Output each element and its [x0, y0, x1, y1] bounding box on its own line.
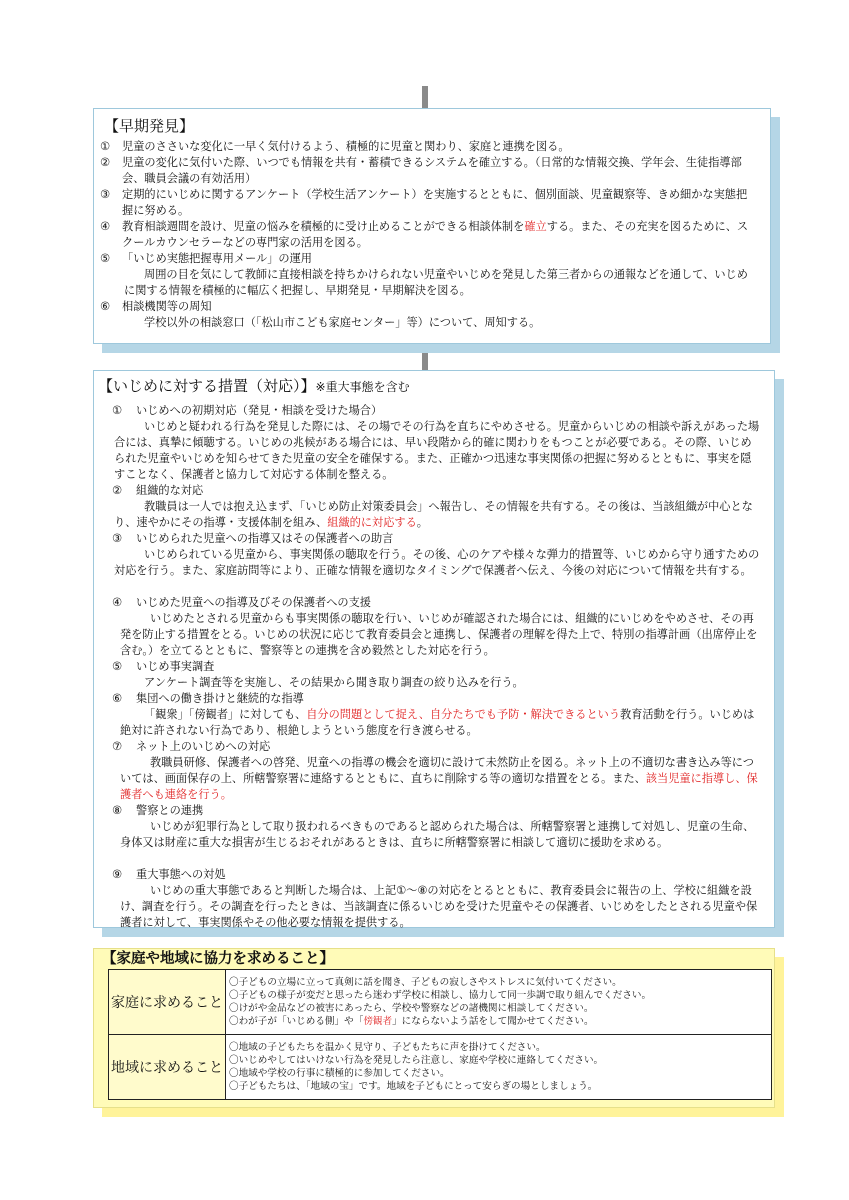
cooperation-title: 【家庭や地域に協力を求めること】	[102, 951, 334, 967]
highlight-text: 確立	[524, 220, 547, 233]
item-heading: 組織的な対応	[136, 484, 204, 497]
list-item	[94, 659, 774, 691]
item-text: 〇わが子が「いじめる側」や「	[229, 1016, 364, 1027]
item-number: ⑤	[112, 660, 123, 673]
list-item	[229, 1015, 768, 1028]
list-item	[94, 595, 774, 659]
item-text: いじめの重大事態であると判断した場合は、上記①～⑧の対応をとるとともに、教育委員会に報告の上、学校に組織を設け、調査を行う。その調査を行ったときは、当該調査に係るいじめを受けた児童やその保護者、いじめをしたとされる児童や保護者に対して、事実関係やその他必要な情報を提供する。	[120, 884, 758, 929]
home-label: 家庭に求めること	[109, 970, 226, 1035]
item-number: ④	[112, 596, 123, 609]
item-number: ⑨	[112, 868, 123, 881]
list-item	[94, 187, 770, 219]
item-heading: 警察との連携	[136, 804, 204, 817]
list-item	[94, 531, 774, 579]
item-text: 定期的にいじめに関するアンケート（学校生活アンケート）を実施するとともに、個別面談、児童観察等、きめ細かな実態把握に努める。	[122, 188, 748, 217]
item-heading: 相談機関等の周知	[122, 300, 212, 313]
flow-connector-middle	[422, 350, 428, 370]
item-number: ③	[112, 532, 123, 545]
list-item	[94, 299, 770, 331]
section-title-text: 【いじめに対する措置（対応）】	[98, 377, 316, 395]
list-item: 〇子どもの様子が変だと思ったら迷わず学校に相談し、協力して同一歩調で取り組んでください。	[229, 990, 652, 1001]
table-row	[109, 1035, 772, 1100]
list-item: 〇いじめやしてはいけない行為を発見したら注意し、家庭や学校に連絡してください。	[229, 1055, 604, 1066]
list-item	[94, 867, 774, 931]
item-text: 教職員は一人では抱え込まず、「いじめ防止対策委員会」へ報告し、その情報を共有する。その後は、当該組織が中心となり、速やかにその指導・支援体制を組み、	[114, 500, 753, 529]
item-heading: 「いじめ実態把握専用メール」の運用	[122, 252, 312, 265]
item-heading: いじめた児童への指導及びその保護者への支援	[136, 596, 371, 609]
item-text: いじめられている児童から、事実関係の聴取を行う。その後、心のケアや様々な弾力的措置等、いじめから守り通すための対応を行う。また、家庭訪問等により、正確な情報を適切なタイミングで保護者へ伝え、今後の対応について情報を共有する。	[114, 548, 760, 577]
item-text: 「観衆」「傍観者」に対しても、	[144, 708, 307, 721]
list-item	[94, 155, 770, 187]
item-heading: 集団への働き掛けと継続的な指導	[136, 692, 304, 705]
item-text: いじめが犯罪行為として取り扱われるべきものであると認められた場合は、所轄警察署と連携して対処し、児童の生命、身体又は財産に重大な損害が生じるおそれがあるときは、直ちに所轄警察署に相談して適切に援助を求める。	[120, 820, 755, 849]
list-item	[94, 739, 774, 803]
item-text: 児童の変化に気付いた際、いつでも情報を共有・蓄積できるシステムを確立する。（日常的な情報交換、学年会、生徒指導部会、職員会議の有効活用）	[122, 156, 742, 185]
community-label: 地域に求めること	[109, 1035, 226, 1100]
list-item: 〇地域の子どもたちを温かく見守り、子どもたちに声を掛けてください。	[229, 1042, 546, 1053]
item-heading: 重大事態への対処	[136, 868, 226, 881]
item-number: ⑧	[112, 804, 123, 817]
list-item: 〇子どもの立場に立って真剣に話を聞き、子どもの寂しさやストレスに気付いてください。	[229, 977, 622, 988]
item-number: ⑥	[100, 300, 111, 313]
list-item	[94, 803, 774, 851]
flow-connector-top	[422, 86, 428, 108]
item-text: 」にならないよう話をして聞かせてください。	[392, 1016, 594, 1027]
item-heading: いじめられた児童への指導又はその保護者への助言	[136, 532, 394, 545]
table-row	[109, 970, 772, 1035]
item-text: 教育活動を行う。いじめは絶対に許されない行為であり、根絶しようという態度を行き渡らせる。	[120, 708, 755, 737]
list-item: 〇子どもたちは、「地域の宝」です。地域を子どもにとって安らぎの場としましょう。	[229, 1081, 598, 1092]
item-text: いじめと疑われる行為を発見した際には、その場でその行為を直ちにやめさせる。児童からいじめの相談や訴えがあった場合には、真摯に傾聴する。いじめの兆候がある場合には、早い段階から的確に関わりをもつことが必要である。その際、いじめられた児童やいじめを知らせてきた児童の安全を確保する。また、正確かつ迅速な事実関係の把握に努めるとともに、事実を隠すことなく、保護者と協力して対応する体制を整える。	[114, 420, 760, 481]
highlight-text: 組織的に対応する	[327, 516, 417, 529]
item-text: する。また、その充実を図るために、スクールカウンセラーなどの専門家の活用を図る。	[122, 220, 749, 249]
item-text: アンケート調査等を実施し、その結果から聞き取り調査の絞り込みを行う。	[144, 676, 524, 689]
item-number: ①	[112, 404, 123, 417]
highlight-text: 傍観者	[363, 1016, 393, 1027]
bullying-measures-section	[93, 370, 775, 928]
item-number: ⑥	[112, 692, 123, 705]
section-note: ※重大事態を含む	[315, 380, 410, 394]
list-item: 〇けがや金品などの被害にあったら、学校や警察などの諸機関に相談してください。	[229, 1003, 594, 1014]
list-item	[94, 691, 774, 739]
item-text: 。	[416, 516, 428, 529]
list-item	[94, 483, 774, 531]
home-requests	[226, 970, 772, 1035]
highlight-text: 自分の問題として捉え、自分たちでも予防・解決できるという	[306, 708, 621, 721]
list-item: 〇地域や学校の行事に積極的に参加してください。	[229, 1068, 450, 1079]
item-text: 周囲の目を気にして教師に直接相談を持ちかけられない児童やいじめを発見した第三者からの通報などを通して、いじめに関する情報を積極的に幅広く把握し、早期発見・早期解決を図る。	[124, 268, 748, 297]
item-number: ④	[100, 220, 111, 233]
item-text: 教育相談週間を設け、児童の悩みを積極的に受け止めることができる相談体制を	[122, 220, 525, 233]
item-heading: ネット上のいじめへの対応	[136, 740, 271, 753]
list-item	[94, 251, 770, 299]
item-text: 教職員研修、保護者への啓発、児童への指導の機会を適切に設けて未然防止を図る。ネット上の不適切な書き込み等については、画面保存の上、所轄警察署に連絡するとともに、直ちに削除する等の適切な措置をとる。また、	[120, 756, 754, 785]
bullying-measures-title	[98, 375, 410, 396]
item-number: ③	[100, 188, 111, 201]
item-heading: いじめへの初期対応（発見・相談を受けた場合）	[136, 404, 383, 417]
item-heading: いじめ事実調査	[136, 660, 215, 673]
item-text: いじめたとされる児童からも事実関係の聴取を行い、いじめが確認された場合には、組織的にいじめをやめさせ、その再発を防止する措置をとる。いじめの状況に応じて教育委員会と連携し、保護者の理解を得た上で、特別の指導計画（出席停止を含む。）を立てるとともに、警察等との連携を含め毅然とした対応を行う。	[120, 612, 758, 657]
early-detection-section	[93, 108, 771, 344]
item-text: 学校以外の相談窓口（「松山市こども家庭センター」等）について、周知する。	[144, 316, 541, 329]
item-number: ②	[112, 484, 123, 497]
cooperation-table	[108, 969, 772, 1100]
item-number: ⑤	[100, 252, 111, 265]
item-number: ⑦	[112, 740, 123, 753]
highlight-text: 該当児童に指導し、保護者へも連絡を行う。	[120, 772, 758, 801]
list-item	[94, 403, 774, 483]
early-detection-title: 【早期発見】	[104, 117, 195, 135]
community-requests	[226, 1035, 772, 1100]
list-item	[94, 219, 770, 251]
list-item	[94, 139, 770, 155]
cooperation-section	[93, 948, 775, 1108]
item-number: ①	[100, 140, 111, 153]
item-number: ②	[100, 156, 111, 169]
item-text: 児童のささいな変化に一早く気付けるよう、積極的に児童と関わり、家庭と連携を図る。	[122, 140, 570, 153]
